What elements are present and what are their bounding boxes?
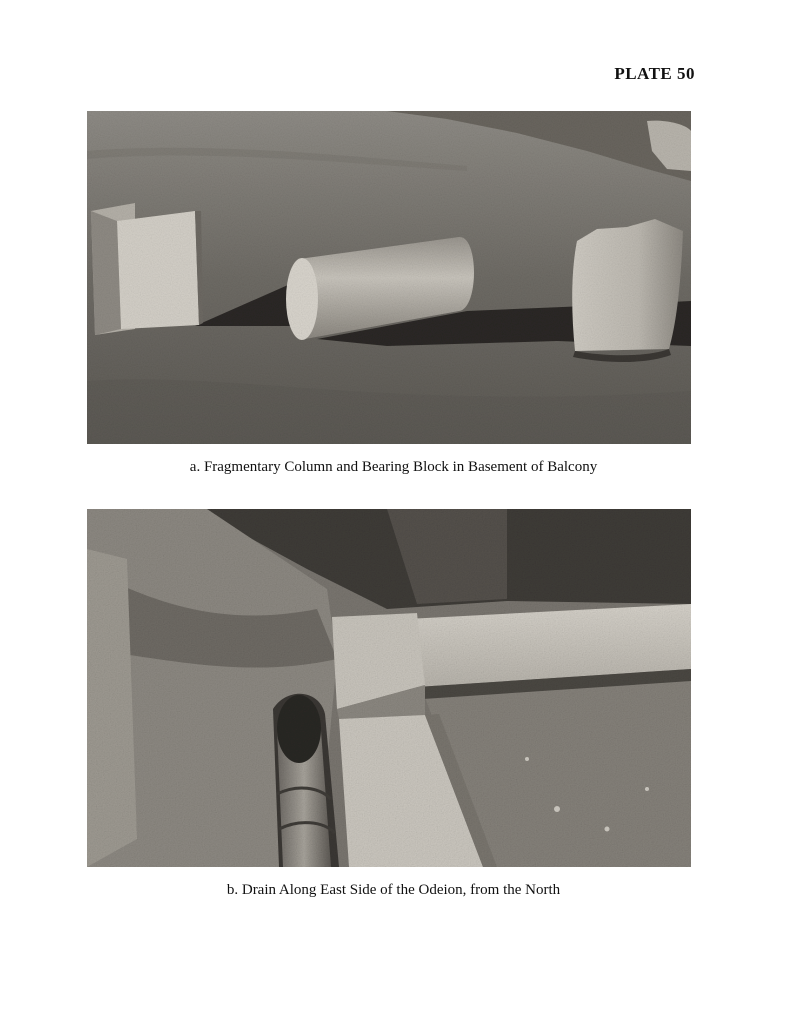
plate-label: PLATE 50 (614, 64, 695, 83)
figure-caption-a: a. Fragmentary Column and Bearing Block in Basement of Balcony (189, 459, 598, 475)
figure-caption-b: b. Drain Along East Side of the Odeion, from the North (226, 882, 561, 898)
photo-drain-east-side (87, 509, 691, 867)
photo-column-and-bearing-block (87, 111, 691, 444)
